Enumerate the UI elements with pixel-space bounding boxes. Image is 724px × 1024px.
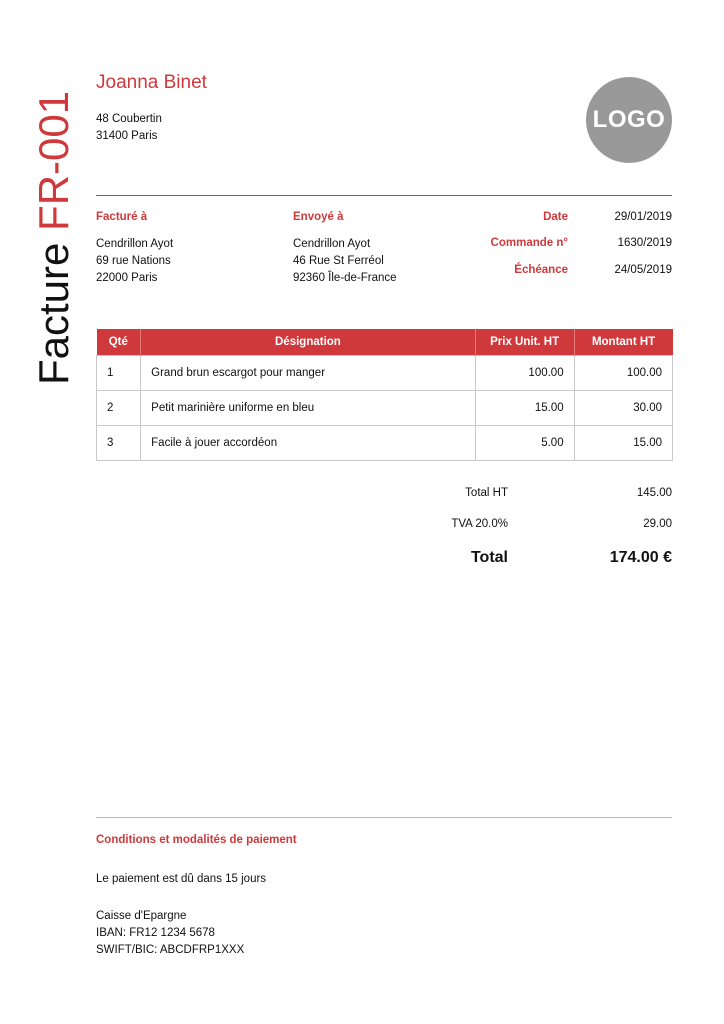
bill-to-line: 22000 Paris: [96, 272, 158, 284]
line-items-table: [96, 329, 673, 461]
cell-designation: Facile à jouer accordéon: [141, 426, 476, 461]
column-header-unit-price: Prix Unit. HT: [475, 329, 574, 356]
ship-to-line: 46 Rue St Ferréol: [293, 255, 384, 267]
cell-designation: Petit marinière uniforme en bleu: [141, 391, 476, 426]
column-header-amount: Montant HT: [574, 329, 672, 356]
cell-amount: 100.00: [574, 356, 672, 391]
ship-to-address: [293, 236, 397, 287]
bill-to-address: [96, 236, 173, 287]
subtotal-label: Total HT: [465, 487, 508, 499]
date-label: Date: [543, 211, 568, 223]
bill-to-line: Cendrillon Ayot: [96, 238, 174, 250]
payment-terms-label: Conditions et modalités de paiement: [96, 834, 297, 846]
total-label: Total: [470, 549, 508, 566]
date-value: 29/01/2019: [614, 211, 672, 223]
cell-designation: Grand brun escargot pour manger: [141, 356, 476, 391]
subtotal-value: 145.00: [636, 487, 672, 499]
cell-unit-price: 5.00: [475, 426, 574, 461]
bank-detail-line: Caisse d'Epargne: [96, 910, 187, 922]
cell-qty: 1: [97, 356, 141, 391]
due-date-value: 24/05/2019: [614, 264, 672, 276]
ship-to-label: Envoyé à: [293, 211, 344, 223]
sender-address-line: 48 Coubertin: [96, 113, 162, 125]
order-number-label: Commande n°: [490, 237, 568, 249]
sender-address: [96, 111, 162, 145]
bank-detail-line: SWIFT/BIC: ABCDFRP1XXX: [96, 944, 245, 956]
invoice-title: [32, 91, 76, 385]
table-header-row: [97, 329, 673, 356]
sender-name: Joanna Binet: [96, 72, 207, 93]
table-row: [97, 426, 673, 461]
cell-amount: 30.00: [574, 391, 672, 426]
company-logo: LOGO: [586, 77, 672, 163]
header-divider: [96, 195, 672, 196]
bill-to-label: Facturé à: [96, 211, 148, 223]
cell-amount: 15.00: [574, 426, 672, 461]
cell-unit-price: 100.00: [475, 356, 574, 391]
sender-address-line: 31400 Paris: [96, 130, 158, 142]
tax-label: TVA 20.0%: [451, 518, 508, 530]
ship-to-line: 92360 Île-de-France: [293, 272, 397, 284]
footer-divider: [96, 817, 672, 818]
table-row: [97, 391, 673, 426]
table-row: [97, 356, 673, 391]
invoice-title-word: Facture: [30, 242, 77, 385]
cell-qty: 3: [97, 426, 141, 461]
tax-value: 29.00: [643, 518, 672, 530]
payment-terms-text: Le paiement est dû dans 15 jours: [96, 873, 267, 885]
bank-details: [96, 908, 244, 959]
order-number-value: 1630/2019: [617, 237, 672, 249]
column-header-designation: Désignation: [141, 329, 476, 356]
due-date-label: Échéance: [514, 264, 568, 276]
cell-qty: 2: [97, 391, 141, 426]
ship-to-line: Cendrillon Ayot: [293, 238, 371, 250]
column-header-qty: Qté: [97, 329, 141, 356]
total-value: 174.00 €: [609, 549, 672, 566]
bill-to-line: 69 rue Nations: [96, 255, 171, 267]
bank-detail-line: IBAN: FR12 1234 5678: [96, 927, 215, 939]
invoice-number: FR-001: [30, 90, 77, 231]
cell-unit-price: 15.00: [475, 391, 574, 426]
